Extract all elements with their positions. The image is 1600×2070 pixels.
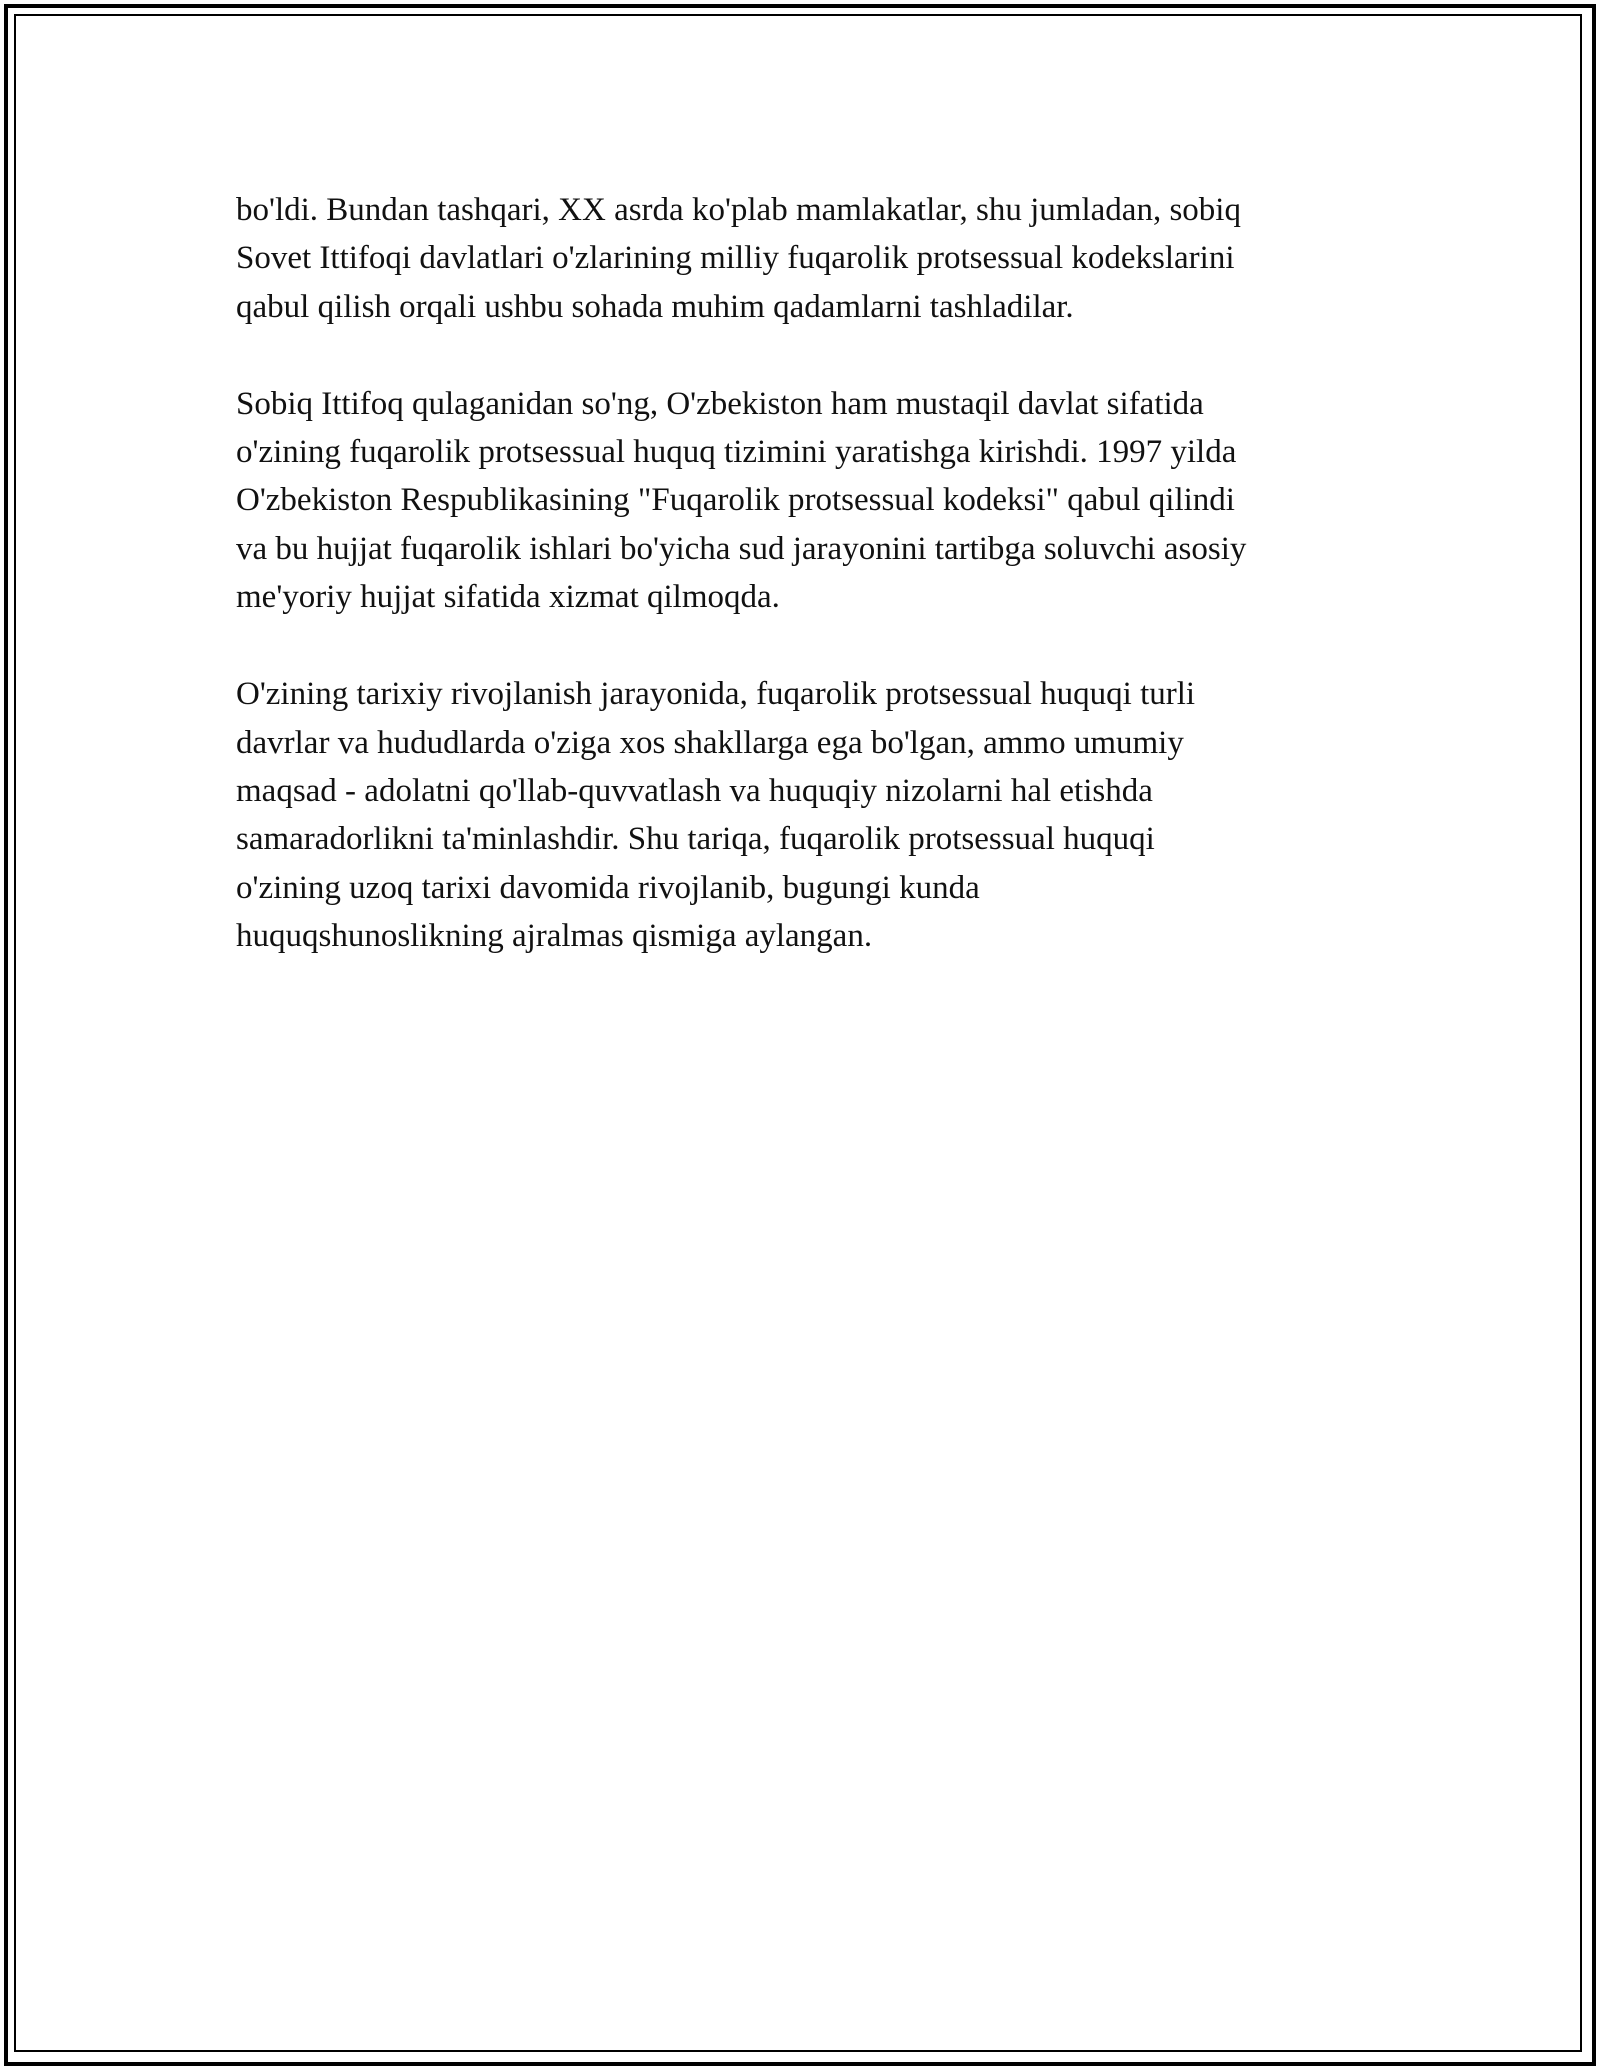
paragraph-line: va bu hujjat fuqarolik ishlari bo'yicha sud jarayonini tartibga soluvchi asosiy [236, 530, 1247, 567]
paragraph-line: O'zining tarixiy rivojlanish jarayonida, fuqarolik protsessual huquqi turli [236, 676, 1196, 713]
paragraph-line: maqsad - adolatni qo'llab-quvvatlash va huquqiy nizolarni hal etishda [236, 772, 1153, 809]
paragraph-line: bo'ldi. Bundan tashqari, XX asrda ko'plab mamlakatlar, shu jumladan, sobiq [236, 192, 1241, 228]
paragraph-line: o'zining uzoq tarixi davomida rivojlanib, bugungi kunda [236, 869, 980, 906]
paragraph-line: qabul qilish orqali ushbu sohada muhim qadamlarni tashladilar. [236, 288, 1074, 325]
paragraph-line: Sovet Ittifoqi davlatlari o'zlarining milliy fuqarolik protsessual kodekslarini [236, 240, 1235, 277]
document-body [236, 186, 1376, 1009]
paragraph-1 [236, 186, 1376, 331]
paragraph-line: davrlar va hududlarda o'ziga xos shakllarga ega bo'lgan, ammo umumiy [236, 724, 1184, 761]
paragraph-line: Sobiq Ittifoq qulaganidan so'ng, O'zbekiston ham mustaqil davlat sifatida [236, 385, 1204, 422]
paragraph-line: huquqshunoslikning ajralmas qismiga aylangan. [236, 917, 873, 954]
paragraph-line: me'yoriy hujjat sifatida xizmat qilmoqda. [236, 579, 780, 616]
paragraph-line: o'zining fuqarolik protsessual huquq tizimini yaratishga kirishdi. 1997 yilda [236, 434, 1237, 471]
paragraph-line: O'zbekiston Respublikasining "Fuqarolik protsessual kodeksi" qabul qilindi [236, 482, 1235, 519]
paragraph-line: samaradorlikni ta'minlashdir. Shu tariqa, fuqarolik protsessual huquqi [236, 821, 1155, 858]
paragraph-2 [236, 380, 1376, 621]
paragraph-3 [236, 670, 1376, 960]
